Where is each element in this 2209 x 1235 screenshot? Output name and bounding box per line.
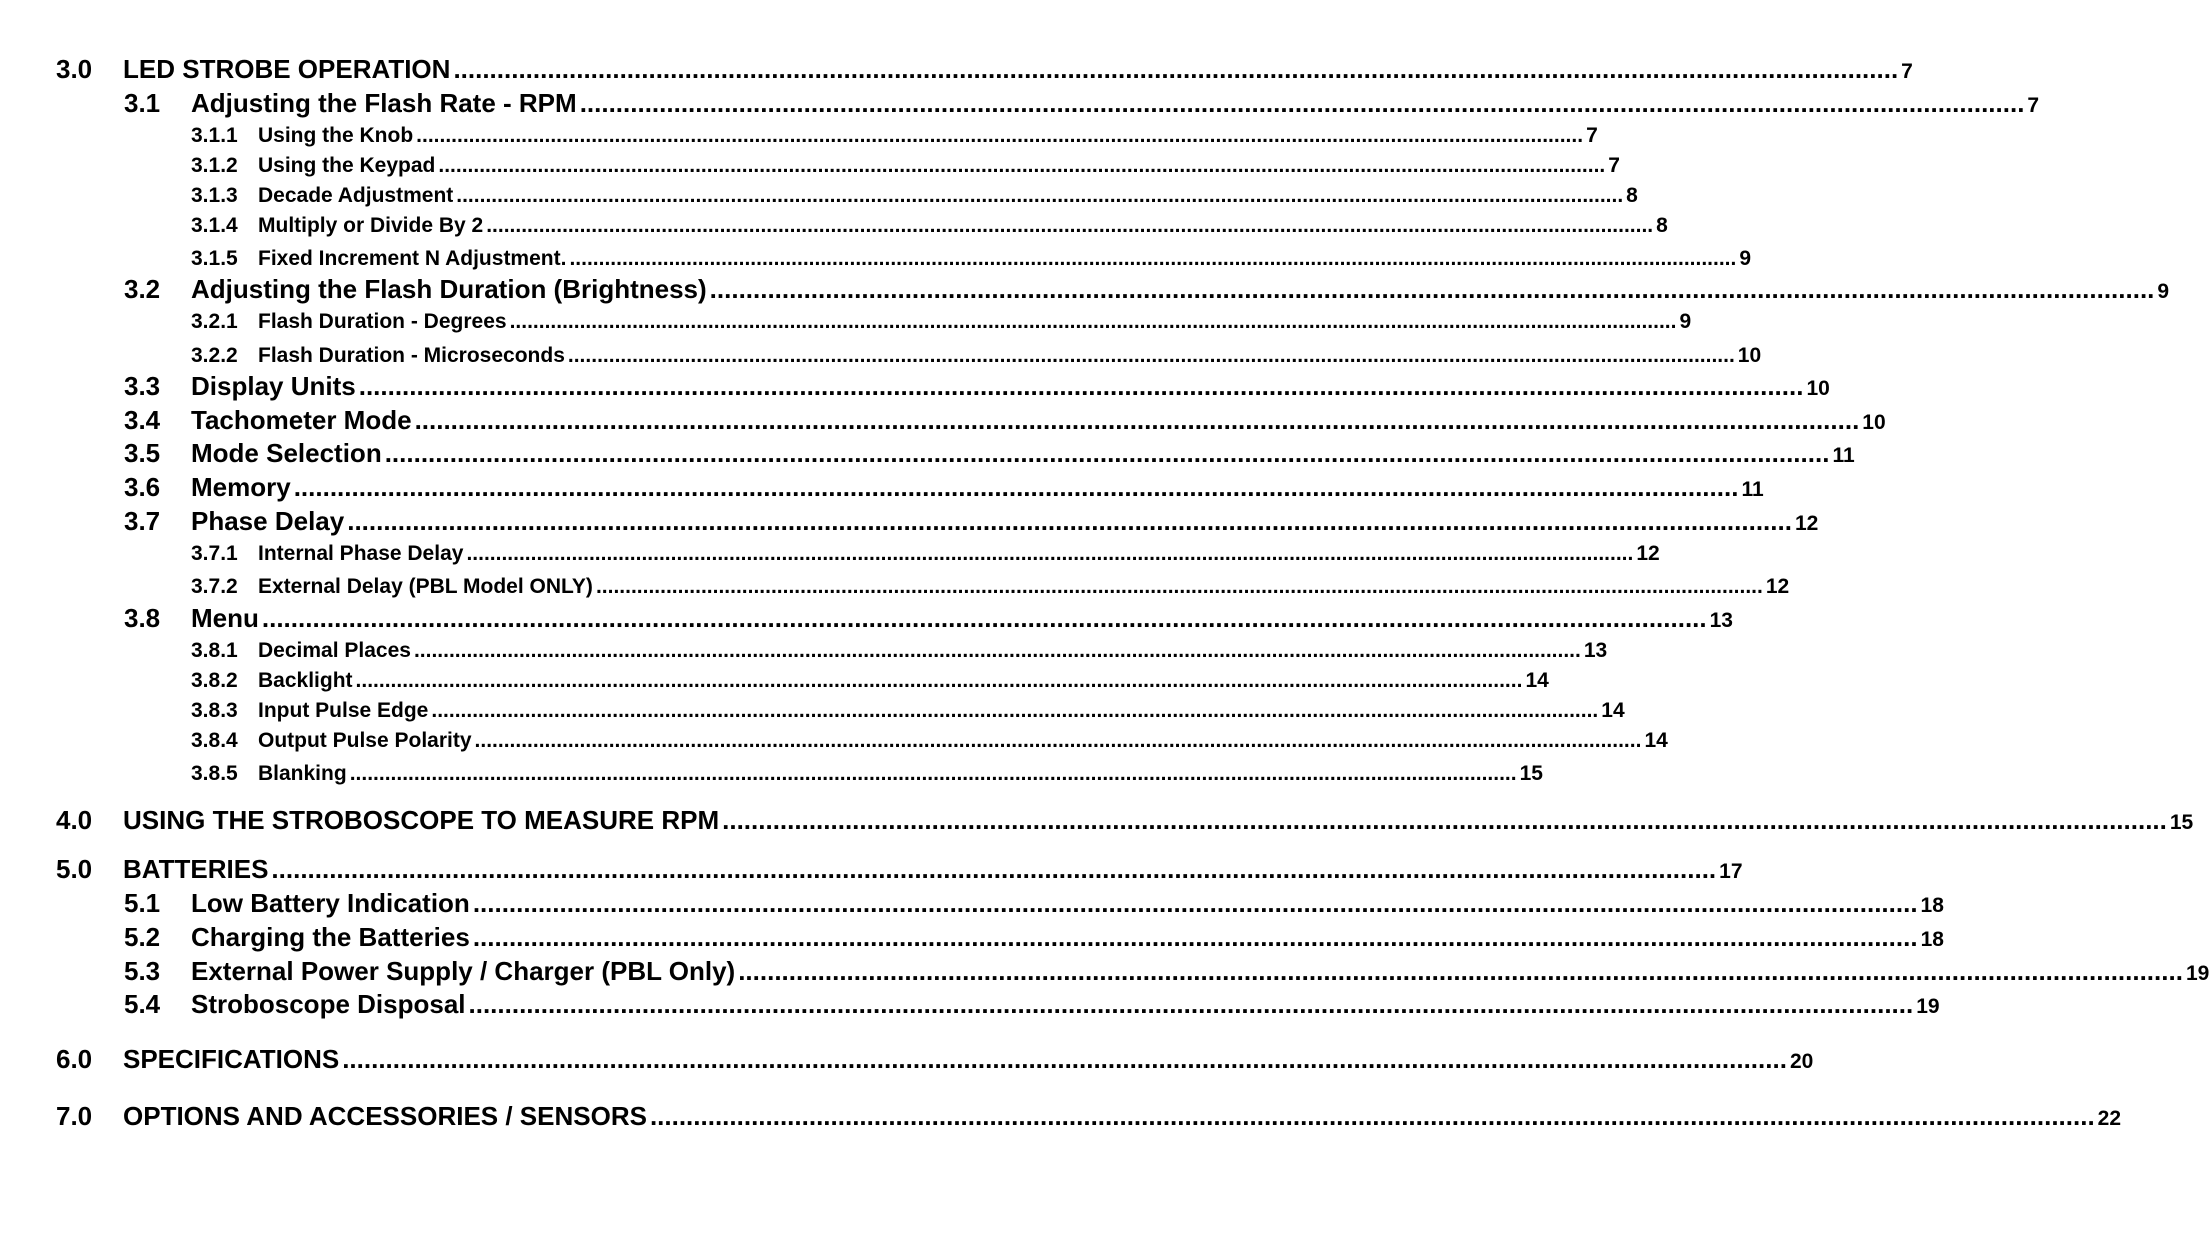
toc-entry-title: Tachometer Mode (191, 405, 412, 435)
toc-entry-page: 11 (1741, 478, 1764, 501)
toc-entry-page: 10 (1737, 344, 1762, 367)
toc-entry-page: 18 (1920, 894, 1944, 917)
toc-entry[interactable] (191, 245, 1752, 270)
toc-entry-page: 7 (1901, 60, 1913, 83)
toc-leader-dots: ........................................................................................................................................................................................................ (722, 805, 2167, 835)
toc-entry-number: 3.1.3 (191, 184, 238, 207)
toc-leader-dots: ........................................................................................................................................................................................................ (271, 854, 1717, 884)
toc-entry-number: 3.8.3 (191, 699, 238, 722)
toc-entry[interactable] (191, 727, 1668, 752)
toc-entry-row (258, 124, 1598, 147)
toc-entry-number: 3.0 (56, 54, 93, 84)
toc-entry-title: Multiply or Divide By 2 (258, 214, 484, 237)
toc-entry-number: 5.0 (56, 854, 93, 884)
toc-entry-title: SPECIFICATIONS (123, 1044, 340, 1074)
toc-entry[interactable] (124, 272, 2170, 304)
toc-entry-number: 3.1.4 (191, 214, 238, 237)
toc-entry-title: Flash Duration - Degrees (258, 310, 507, 333)
toc-entry-number: 3.8.1 (191, 639, 238, 662)
toc-entry-row (258, 214, 1668, 237)
toc-entry-row (258, 310, 1692, 333)
toc-entry[interactable] (56, 1042, 1814, 1074)
toc-entry-row (258, 542, 1660, 565)
toc-leader-dots: ........................................................................................................................................................................................................ (472, 922, 1918, 952)
toc-leader-dots: ........................................................................................................................................................................................................ (466, 542, 1634, 565)
toc-entry-title: Low Battery Indication (191, 888, 470, 918)
toc-entry-title: LED STROBE OPERATION (123, 54, 451, 84)
toc-entry[interactable] (124, 920, 1944, 952)
toc-entry-page: 20 (1789, 1050, 1814, 1073)
toc-entry-number: 3.1.1 (191, 124, 238, 147)
toc-entry-title: Display Units (191, 371, 356, 401)
toc-entry-title: External Delay (PBL Model ONLY) (258, 575, 593, 598)
toc-entry-row (191, 371, 1830, 401)
toc-entry[interactable] (124, 886, 1944, 918)
toc-entry-row (191, 405, 1886, 435)
toc-entry-row (258, 699, 1625, 722)
toc-entry-row (191, 603, 1733, 633)
toc-entry[interactable] (124, 601, 1733, 633)
toc-entry-page: 10 (1862, 411, 1886, 434)
toc-entry[interactable] (191, 540, 1660, 565)
toc-leader-dots: ........................................................................................................................................................................................................ (472, 888, 1918, 918)
toc-entry-row (123, 854, 1743, 884)
toc-entry-page: 10 (1806, 377, 1830, 400)
toc-entry-row (258, 639, 1608, 662)
toc-entry-number: 5.1 (124, 888, 161, 918)
toc-entry-number: 7.0 (56, 1101, 93, 1131)
toc-entry-number: 3.2.2 (191, 344, 238, 367)
toc-entry-title: Memory (191, 472, 291, 502)
toc-entry[interactable] (191, 667, 1549, 692)
toc-entry-page: 22 (2097, 1107, 2122, 1130)
toc-entry-title: External Power Supply / Charger (PBL Only) (191, 956, 736, 986)
toc-entry[interactable] (124, 954, 2209, 986)
toc-entry-title: Charging the Batteries (191, 922, 470, 952)
toc-entry[interactable] (124, 403, 1886, 435)
toc-entry-row (258, 729, 1668, 752)
toc-leader-dots: ........................................................................................................................................................................................................ (355, 669, 1523, 692)
toc-entry-title: Input Pulse Edge (258, 699, 429, 722)
toc-entry-page: 14 (1644, 729, 1668, 752)
toc-entry-title: Using the Keypad (258, 154, 436, 177)
toc-entry-row (191, 989, 1940, 1019)
toc-entry-number: 3.2.1 (191, 310, 238, 333)
toc-entry-row (123, 805, 2194, 835)
toc-entry-title: Decimal Places (258, 639, 411, 662)
toc-entry[interactable] (56, 803, 2194, 835)
toc-entry-page: 8 (1656, 214, 1668, 237)
toc-entry-row (258, 154, 1620, 177)
toc-entry[interactable] (124, 470, 1764, 502)
toc-entry-row (191, 472, 1764, 502)
toc-entry-page: 9 (2157, 280, 2170, 303)
toc-entry-row (258, 669, 1549, 692)
toc-entry-row (191, 922, 1944, 952)
toc-leader-dots: ........................................................................................................................................................................................................ (468, 989, 1914, 1019)
toc-entry-number: 3.5 (124, 438, 161, 468)
toc-entry-page: 19 (1916, 995, 1940, 1018)
toc-entry-number: 5.3 (124, 956, 161, 986)
toc-entry-number: 6.0 (56, 1044, 93, 1074)
toc-entry-number: 3.1.5 (191, 247, 238, 270)
toc-entry-row (258, 344, 1762, 367)
toc-entry-row (191, 438, 1855, 468)
toc-entry-page: 17 (1719, 860, 1743, 883)
toc-entry-row (191, 956, 2209, 986)
toc-entry-row (191, 274, 2170, 304)
toc-entry-page: 14 (1525, 669, 1549, 692)
toc-leader-dots: ........................................................................................................................................................................................................ (261, 603, 1707, 633)
toc-leader-dots: ........................................................................................................................................................................................................ (431, 699, 1599, 722)
toc-entry-page: 7 (2027, 94, 2040, 117)
toc-entry-row (258, 575, 1790, 598)
toc-entry-row (123, 1101, 2122, 1131)
toc-entry[interactable] (56, 852, 1743, 884)
toc-entry-title: Backlight (258, 669, 353, 692)
toc-entry-page: 12 (1794, 512, 1819, 535)
toc-entry-title: USING THE STROBOSCOPE TO MEASURE RPM (123, 805, 720, 835)
toc-entry-row (191, 888, 1944, 918)
toc-entry-title: Mode Selection (191, 438, 382, 468)
toc-entry[interactable] (56, 52, 1913, 84)
toc-entry-page: 19 (2185, 962, 2209, 985)
toc-leader-dots: ........................................................................................................................................................................................................ (293, 472, 1739, 502)
toc-leader-dots: ........................................................................................................................................................................................................ (347, 506, 1792, 536)
toc-entry[interactable] (124, 987, 1940, 1019)
toc-leader-dots: ........................................................................................................................................................................................................ (416, 124, 1584, 147)
toc-entry-row (258, 762, 1543, 785)
toc-entry[interactable] (191, 342, 1762, 367)
toc-entry-number: 3.2 (124, 274, 161, 304)
toc-entry[interactable] (191, 697, 1625, 722)
toc-entry[interactable] (124, 436, 1855, 468)
toc-leader-dots: ........................................................................................................................................................................................................ (509, 310, 1677, 333)
toc-leader-dots: ........................................................................................................................................................................................................ (595, 575, 1763, 598)
toc-entry-page: 15 (1519, 762, 1543, 785)
toc-entry[interactable] (191, 573, 1790, 598)
toc-entry[interactable] (124, 86, 2040, 118)
toc-entry-page: 13 (1583, 639, 1608, 662)
toc-entry-page: 14 (1601, 699, 1625, 722)
toc-entry-row (191, 506, 1819, 536)
toc-entry-number: 3.7 (124, 506, 161, 536)
toc-entry-number: 3.1 (124, 88, 161, 118)
toc-entry-title: Output Pulse Polarity (258, 729, 472, 752)
toc-entry-page: 13 (1709, 609, 1733, 632)
toc-leader-dots: ........................................................................................................................................................................................................ (567, 344, 1735, 367)
toc-entry-number: 4.0 (56, 805, 93, 835)
toc-leader-dots: ........................................................................................................................................................................................................ (342, 1044, 1787, 1074)
toc-leader-dots: ........................................................................................................................................................................................................ (384, 438, 1830, 468)
toc-leader-dots: ........................................................................................................................................................................................................ (569, 247, 1737, 270)
toc-leader-dots: ........................................................................................................................................................................................................ (414, 405, 1860, 435)
toc-leader-dots: ........................................................................................................................................................................................................ (438, 154, 1606, 177)
toc-leader-dots: ........................................................................................................................................................................................................ (349, 762, 1517, 785)
toc-entry-page: 7 (1608, 154, 1620, 177)
toc-leader-dots: ........................................................................................................................................................................................................ (649, 1101, 2095, 1131)
toc-entry-row (258, 184, 1638, 207)
toc-entry-page: 12 (1765, 575, 1790, 598)
toc-leader-dots: ........................................................................................................................................................................................................ (486, 214, 1654, 237)
toc-leader-dots: ........................................................................................................................................................................................................ (358, 371, 1804, 401)
toc-entry-title: Flash Duration - Microseconds (258, 344, 565, 367)
toc-entry-title: Stroboscope Disposal (191, 989, 466, 1019)
toc-entry-title: Menu (191, 603, 259, 633)
toc-entry-number: 3.8.2 (191, 669, 238, 692)
toc-leader-dots: ........................................................................................................................................................................................................ (474, 729, 1642, 752)
toc-entry-number: 3.6 (124, 472, 161, 502)
toc-entry-row (123, 1044, 1814, 1074)
toc-entry-title: Decade Adjustment (258, 184, 454, 207)
toc-entry-row (191, 88, 2040, 118)
toc-leader-dots: ........................................................................................................................................................................................................ (709, 274, 2155, 304)
toc-entry-page: 9 (1679, 310, 1692, 333)
toc-entry-page: 8 (1626, 184, 1638, 207)
toc-entry-page: 11 (1832, 444, 1855, 467)
toc-leader-dots: ........................................................................................................................................................................................................ (413, 639, 1581, 662)
toc-entry-title: Adjusting the Flash Rate - RPM (191, 88, 577, 118)
toc-entry[interactable] (191, 212, 1668, 237)
toc-leader-dots: ........................................................................................................................................................................................................ (456, 184, 1624, 207)
toc-entry-page: 18 (1920, 928, 1944, 951)
toc-leader-dots: ........................................................................................................................................................................................................ (738, 956, 2183, 986)
toc-entry-number: 3.4 (124, 405, 161, 435)
toc-entry[interactable] (191, 182, 1638, 207)
toc-entry-number: 3.3 (124, 371, 161, 401)
toc-entry-row (123, 54, 1913, 84)
toc-entry[interactable] (191, 152, 1620, 177)
toc-entry-number: 3.7.1 (191, 542, 238, 565)
toc-entry[interactable] (191, 308, 1692, 333)
toc-entry[interactable] (191, 122, 1598, 147)
toc-entry-title: Phase Delay (191, 506, 345, 536)
toc-entry[interactable] (56, 1099, 2122, 1131)
toc-entry[interactable] (191, 760, 1543, 785)
toc-entry-number: 3.1.2 (191, 154, 238, 177)
toc-entry-row (258, 247, 1752, 270)
toc-entry-title: Fixed Increment N Adjustment. (258, 247, 567, 270)
toc-leader-dots: ........................................................................................................................................................................................................ (453, 54, 1899, 84)
toc-entry-number: 3.7.2 (191, 575, 238, 598)
toc-entry-page: 15 (2169, 811, 2194, 834)
toc-entry-title: Blanking (258, 762, 347, 785)
toc-leader-dots: ........................................................................................................................................................................................................ (579, 88, 2025, 118)
toc-entry-page: 9 (1739, 247, 1752, 270)
toc-entry-page: 7 (1586, 124, 1598, 147)
toc-entry-number: 3.8 (124, 603, 161, 633)
toc-entry-number: 5.2 (124, 922, 161, 952)
toc-entry[interactable] (124, 504, 1819, 536)
toc-entry-page: 12 (1636, 542, 1660, 565)
toc-entry-title: Adjusting the Flash Duration (Brightness) (191, 274, 707, 304)
toc-entry[interactable] (191, 637, 1608, 662)
toc-entry-title: Internal Phase Delay (258, 542, 464, 565)
toc-entry-number: 5.4 (124, 989, 161, 1019)
toc-entry[interactable] (124, 369, 1830, 401)
toc-entry-number: 3.8.4 (191, 729, 238, 752)
toc-entry-number: 3.8.5 (191, 762, 238, 785)
toc-entry-title: BATTERIES (123, 854, 269, 884)
toc-entry-title: OPTIONS AND ACCESSORIES / SENSORS (123, 1101, 647, 1131)
toc-entry-title: Using the Knob (258, 124, 414, 147)
